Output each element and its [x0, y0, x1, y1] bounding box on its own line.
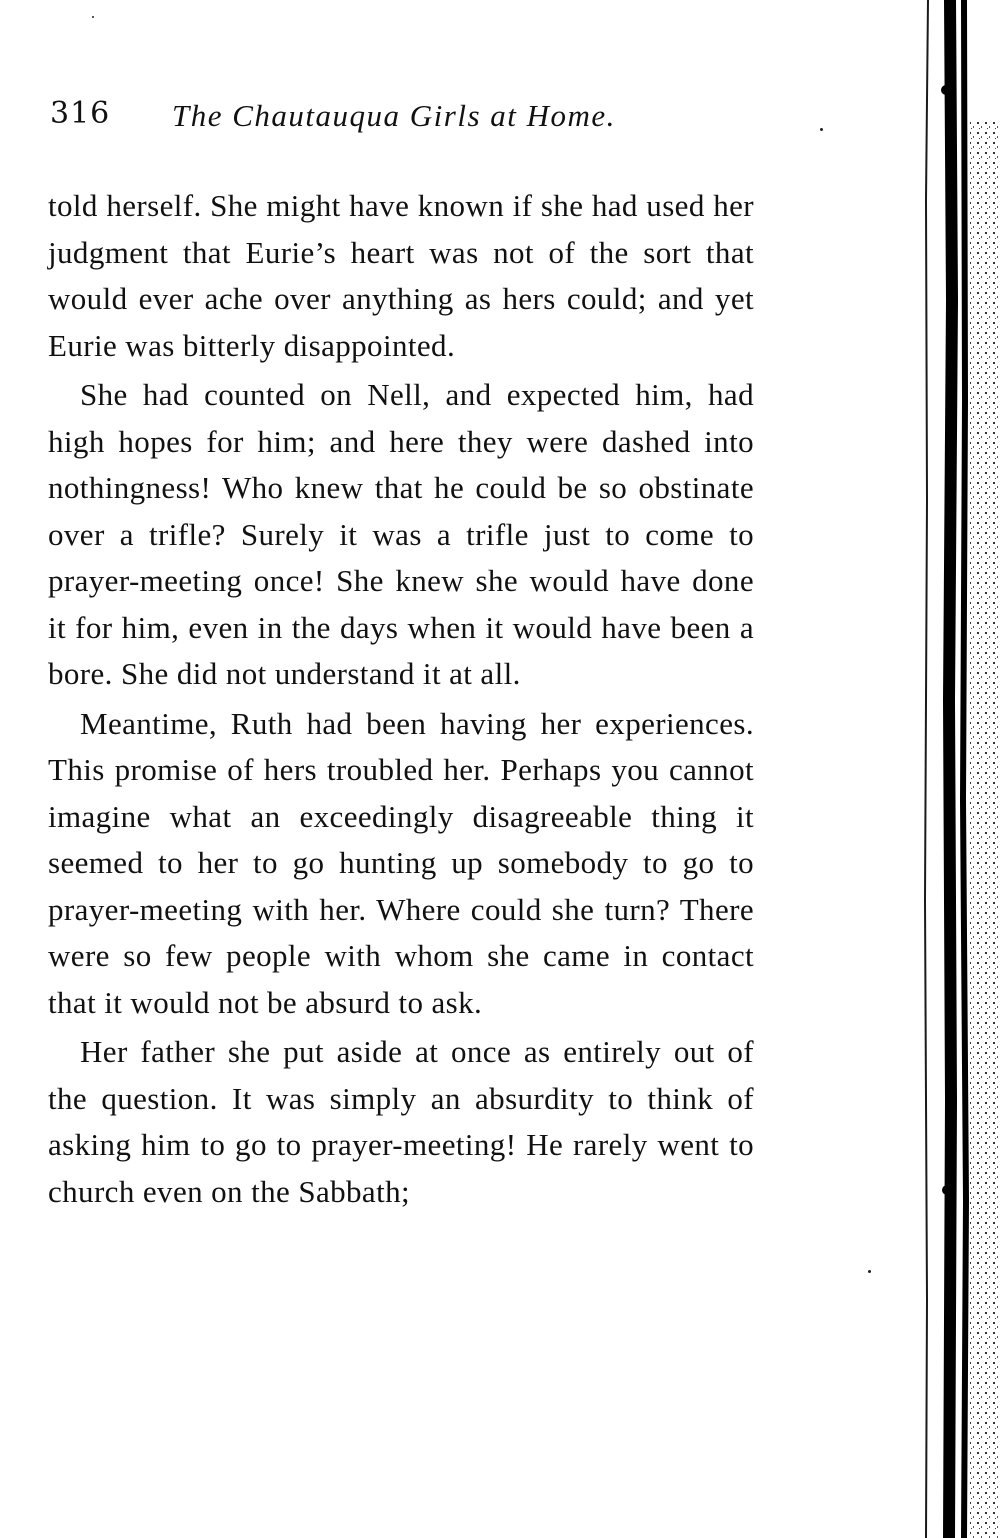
stray-ink-mark [820, 128, 823, 131]
page-number: 316 [50, 96, 111, 131]
stray-ink-mark [92, 16, 94, 18]
paragraph-2: She had counted on Nell, and expected him, had high hopes for him; and here they were dashed into nothingness! Who knew that he could be so obstinate over a trifle? Surely it was a trifle just to come to prayer-meeting once! She knew she would have done it for him, even in the days when it would have been a bore. She did not understand it at all. [48, 377, 754, 691]
stray-ink-mark [868, 1270, 871, 1273]
body-text [48, 183, 754, 1215]
paragraph-3: Meantime, Ruth had been having her experiences. This promise of hers troubled her. Perhaps you cannot imagine what an exceedingly disagreeable thing it seemed to her to go hunting up somebody to go to prayer-meeting with her. Where could she turn? There were so few people with whom she came in contact that it would not be absurd to ask. [48, 705, 754, 1020]
page-header [50, 96, 820, 146]
running-title: The Chautauqua Girls at Home. [172, 98, 616, 133]
page-binding-edge [920, 0, 1000, 1538]
paragraph-4: Her father she put aside at once as entirely out of the question. It was simply an absurdity to think of asking him to go to prayer-meeting! He rarely went to church even on the Sabbath; [48, 1034, 754, 1209]
paragraph-1: told herself. She might have known if she had used her judgment that Eurie’s heart was not of the sort that would ever ache over anything as hers could; and yet Eurie was bitterly disappointed. [48, 188, 754, 363]
